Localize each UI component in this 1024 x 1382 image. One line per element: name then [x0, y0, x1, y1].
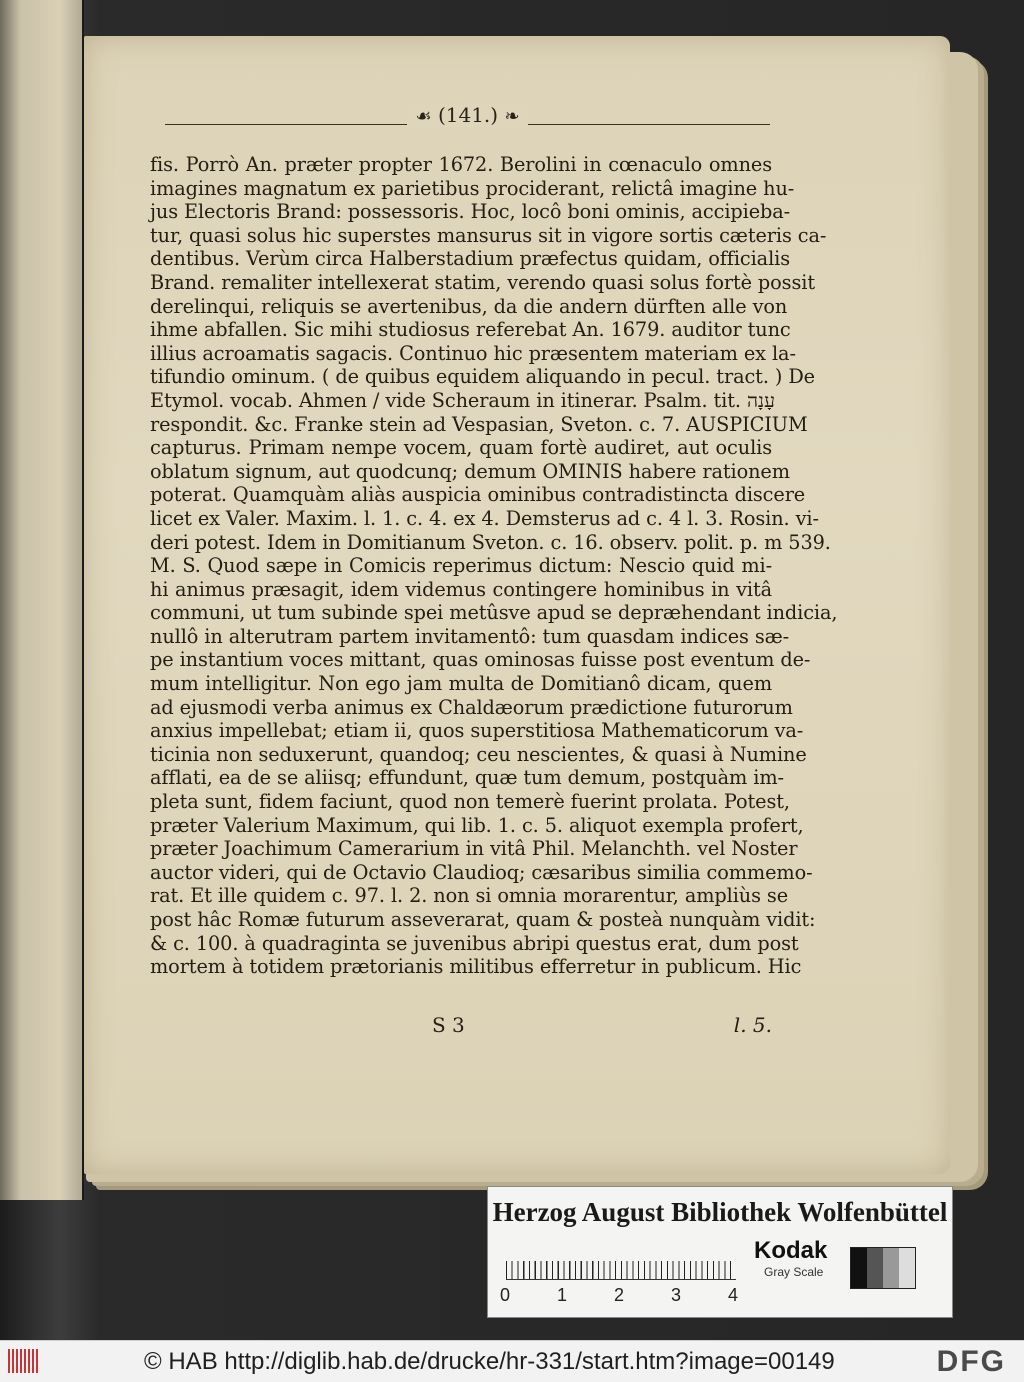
text-line: ihme abfallen. Sic mihi studiosus referebat An. 1679. auditor tunc [150, 318, 791, 342]
ornament-left-icon: ☙ [415, 106, 432, 127]
text-line: illius acroamatis sagacis. Continuo hic præsentem materiam ex la- [150, 341, 796, 365]
text-line: tifundio ominum. ( de quibus equidem aliquando in pecul. tract. ) De [150, 365, 815, 389]
text-line: ticinia non seduxerunt, quandoq; ceu nescientes, & quasi à Numine [150, 742, 807, 766]
text-line: mortem à totidem prætorianis militibus efferretur in publicum. Hic [150, 955, 802, 979]
text-line: communi, ut tum subinde spei metûsve apud se depræhendant indicia, [150, 601, 838, 625]
text-line: derelinqui, reliquis se avertenibus, da die andern dürften alle von [150, 294, 788, 318]
text-line: præter Joachimum Camerarium in vitâ Phil. Melanchth. vel Noster [150, 837, 798, 861]
ruler-number: 1 [557, 1285, 568, 1305]
text-line: pe instantium voces mittant, quas ominosas fuisse post eventum de- [150, 648, 811, 672]
signature-mark: S 3 [432, 1013, 465, 1037]
viewer-footer-bar [0, 1340, 1024, 1382]
gray-patches [850, 1247, 916, 1289]
dfg-logo: DFG [936, 1345, 1006, 1378]
gray-scale-label: Gray Scale [764, 1265, 824, 1279]
running-header [165, 103, 770, 155]
text-line: hi animus præsagit, idem videmus contingere hominibus in vitâ [150, 577, 772, 601]
scale-ruler [506, 1245, 736, 1280]
text-line: mum intelligitur. Non ego jam multa de Domitianô dicam, quem [150, 672, 772, 696]
text-line: tur, quasi solus hic superstes mansurus sit in vigore sortis cæteris ca- [150, 223, 827, 247]
text-line: afflati, ea de se aliisq; effundunt, quæ tum demum, postquàm im- [150, 766, 784, 790]
copyright-link[interactable]: © HAB http://diglib.hab.de/drucke/hr-331/start.htm?image=00149 [144, 1348, 835, 1375]
text-line: Etymol. vocab. Ahmen / vide Scheraum in itinerar. Psalm. tit. עָנָה [150, 388, 775, 412]
text-line: & c. 100. à quadraginta se juvenibus abripi questus erat, dum post [150, 931, 799, 955]
text-line: præter Valerium Maximum, qui lib. 1. c. 5. aliquot exempla profert, [150, 813, 804, 837]
text-line: dentibus. Verùm circa Halberstadium præfectus quidam, officialis [150, 247, 791, 271]
text-line: licet ex Valer. Maxim. l. 1. c. 4. ex 4. Demsterus ad c. 4 l. 3. Rosin. vi- [150, 506, 819, 530]
text-line: capturus. Primam nempe vocem, quam fortè audiret, aut oculis [150, 436, 772, 460]
library-label-card [487, 1186, 953, 1318]
catchword: l. 5. [733, 1013, 772, 1037]
page-footer [150, 1013, 772, 1039]
text-line: fis. Porrò An. præter propter 1672. Berolini in cœnaculo omnes [150, 153, 772, 176]
text-line: jus Electoris Brand: possessoris. Hoc, locô boni ominis, accipieba- [150, 200, 791, 224]
text-line: auctor videri, qui de Octavio Claudioq; cæsaribus similia commemo- [150, 860, 813, 884]
library-name: Herzog August Bibliothek Wolfenbüttel [492, 1197, 948, 1227]
text-line: nullô in alterutram partem invitamentô: tum quasdam indices sæ- [150, 624, 790, 648]
text-line: oblatum signum, aut quodcunq; demum OMINIS habere rationem [150, 459, 790, 483]
ruler-number: 0 [500, 1285, 511, 1305]
text-line: pleta sunt, fidem faciunt, quod non temerè fuerint prolata. Potest, [150, 790, 790, 814]
text-line: anxius impellebat; etiam ii, quos superstitiosa Mathematicorum va- [150, 719, 804, 743]
ruler-number: 3 [671, 1285, 682, 1305]
text-line: deri potest. Idem in Domitianum Sveton. c. 16. observ. polit. p. m 539. [150, 530, 831, 554]
kodak-brand: Kodak [754, 1237, 828, 1264]
text-line: respondit. &c. Franke stein ad Vespasian, Sveton. c. 7. AUSPICIUM [150, 412, 808, 436]
ruler-number: 2 [614, 1285, 625, 1305]
text-line: Brand. remaliter intellexerat statim, verendo quasi solus fortè possit [150, 270, 815, 294]
ornament-right-icon: ❧ [504, 106, 520, 127]
ruler-number: 4 [728, 1285, 739, 1305]
text-line: imagines magnatum ex parietibus prociderant, relictâ imagine hu- [150, 176, 795, 200]
left-page-edge [0, 0, 84, 1200]
page-body-text [150, 153, 838, 979]
text-line: ad ejusmodi verba animus ex Chaldæorum prædictione futurorum [150, 695, 793, 719]
text-line: M. S. Quod sæpe in Comicis reperimus dictum: Nescio quid mi- [150, 554, 772, 578]
page-number-block [407, 103, 527, 127]
text-line: rat. Et ille quidem c. 97. l. 2. non si omnia morarentur, ampliùs se [150, 884, 789, 908]
hab-stripes-icon [8, 1349, 38, 1373]
text-line: post hâc Romæ futurum asseverarat, quam & posteà nunquàm vidit: [150, 908, 816, 931]
ruler-numbers [500, 1285, 740, 1309]
text-line: poterat. Quamquàm aliàs auspicia ominibus contradistincta discere [150, 483, 806, 507]
page-number: (141.) [437, 103, 499, 127]
